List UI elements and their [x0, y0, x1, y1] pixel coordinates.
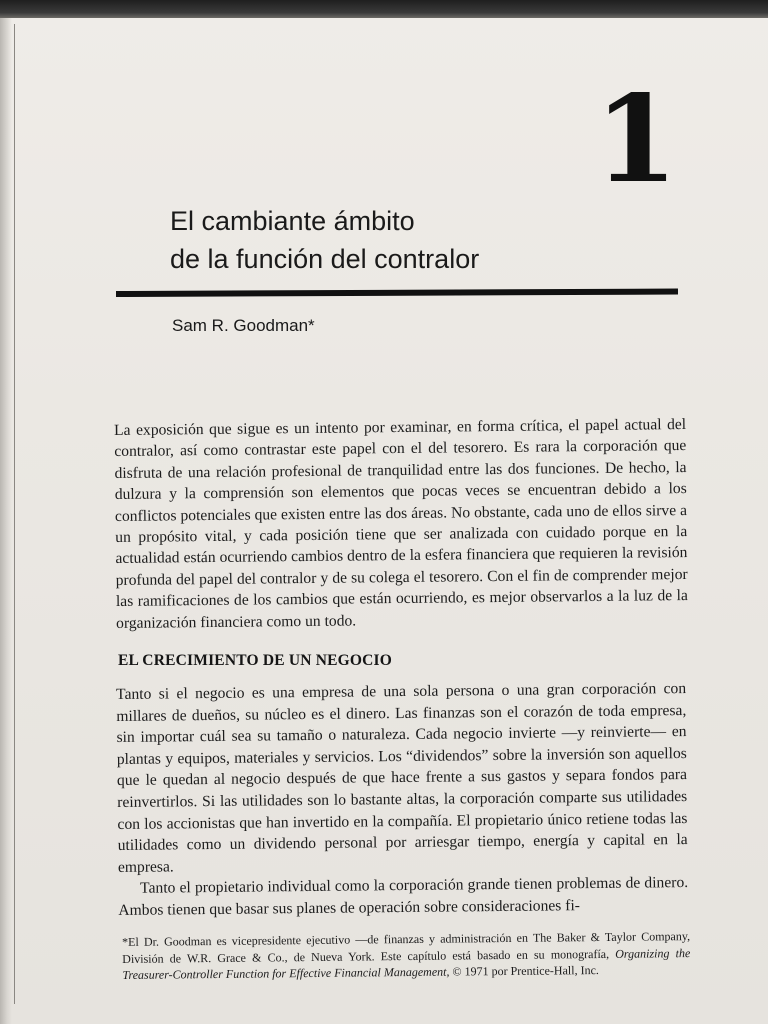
- chapter-title-line-2: de la función del contralor: [170, 244, 480, 274]
- body-paragraph-2: Tanto el propietario individual como la corporación grande tienen problemas de dinero. Ambos tienen que basar sus planes de operación sobre consideraciones fi-: [118, 874, 689, 919]
- footnote-text: *El Dr. Goodman es vicepresidente ejecutivo —de finanzas y administración en The Baker & Taylor Company, División de W.R. Grace & Co., de Nueva York. Este capítulo está basado en su monografía,: [122, 929, 691, 966]
- intro-paragraph: La exposición que sigue es un intento por examinar, en forma crítica, el papel actual del contralor, así como contrastar este papel con el del tesorero. Es rara la corporación que disfruta de una relación profesional de tranquilidad entre las dos funciones. De hecho, la dulzura y la comprensión son elementos que pocas veces se encuentran debido a los conflictos potenciales que existen entre las dos áreas. No obstante, cada uno de ellos sirve a un propósito vital, y cada posición tiene que ser analizada con cuidado porque en la actualidad están ocurriendo cambios dentro de la esfera financiera que requieren la revisión profunda del papel del contralor y de su colega el tesorero. Con el fin de comprender mejor las ramificaciones de los cambios que están ocurriendo, es mejor observarlos a la luz de la organización financiera como un todo.: [114, 416, 688, 632]
- body-paragraph-1: Tanto si el negocio es una empresa de una sola persona o una gran corporación con millares de dueños, su núcleo es el dinero. Las finanzas son el corazón de toda empresa, sin importar cuál sea su tamaño o naturaleza. Cada negocio invierte —y reinvierte— en plantas y equipos, materiales y servicios. Los “dividendos” sobre la inversión son aquellos que le quedan al negocio después de que hace frente a sus gastos y separa fondos para reinvertirlos. Si las utilidades son lo bastante altas, la corporación comparte sus utilidades con los accionistas que han invertido en la compañía. El propietario único retiene todas las utilidades como un dividendo personal por arriesgar tiempo, energía y capital en la empresa.: [116, 680, 688, 876]
- section-heading: EL CRECIMIENTO DE UN NEGOCIO: [118, 652, 393, 669]
- footnote-monograph-title: Organizing the Treasurer-Controller Function for Effective Financial Management,: [122, 945, 691, 982]
- scan-top-shadow: [0, 0, 768, 18]
- page-edge-line: [14, 24, 15, 1004]
- title-rule: [116, 289, 678, 297]
- chapter-number: 1: [594, 69, 678, 210]
- section-body: [116, 678, 688, 921]
- footnote-copyright: © 1971 por Prentice-Hall, Inc.: [449, 963, 599, 979]
- scan-left-edge: [0, 18, 12, 1024]
- chapter-title-line-1: El cambiante ámbito: [170, 206, 415, 236]
- chapter-title: [170, 202, 630, 278]
- author-name: Sam R. Goodman*: [172, 316, 315, 335]
- footnote: [122, 928, 690, 983]
